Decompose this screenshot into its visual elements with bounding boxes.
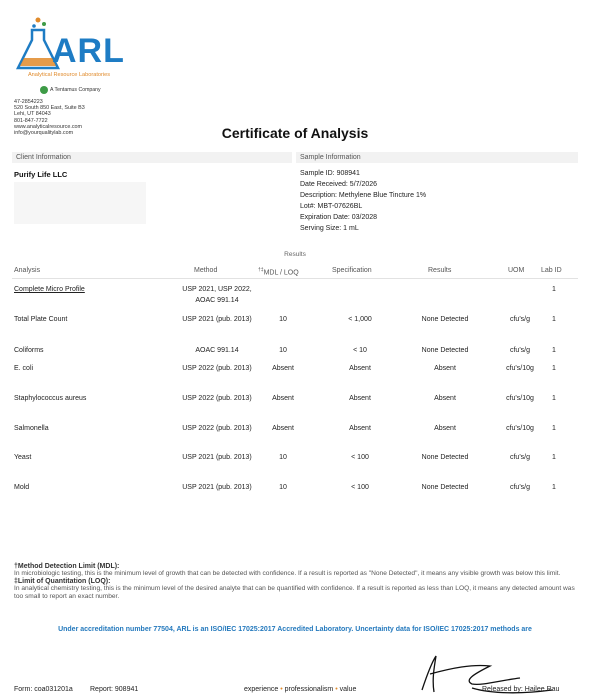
cell-analysis: Mold <box>14 484 30 491</box>
cell-mdl: Absent <box>272 365 294 372</box>
cell-mdl: 10 <box>279 347 287 354</box>
col-mdl-loq-label: MDL / LOQ <box>263 269 299 277</box>
cell-lab: 1 <box>552 347 556 354</box>
col-uom: UOM <box>508 267 525 274</box>
sample-info <box>300 170 426 236</box>
loq-note-title: ‡Limit of Quantitation (LOQ): <box>14 578 111 585</box>
cell-method: USP 2021 (pub. 2013) <box>182 454 252 461</box>
expiration-date: Expiration Date: 03/2028 <box>300 214 378 221</box>
form-number: Form: coa031201a <box>14 686 73 693</box>
cell-mdl: 10 <box>279 454 287 461</box>
cell-spec: Absent <box>349 365 371 372</box>
tagline-value: value <box>339 686 357 693</box>
sample-id: Sample ID: 908941 <box>300 170 360 177</box>
cell-spec: < 100 <box>351 454 369 461</box>
cell-lab: 1 <box>552 425 556 432</box>
address-line: 47-2854223 <box>14 99 43 105</box>
description: Description: Methylene Blue Tincture 1% <box>300 192 427 199</box>
cell-lab: 1 <box>552 484 556 491</box>
cell-result: None Detected <box>421 454 469 461</box>
address-line: 801-847-7722 <box>14 117 48 124</box>
cell-method: USP 2021 (pub. 2013) <box>182 316 252 323</box>
tagline <box>244 686 356 693</box>
logo-subtitle: Analytical Resource Laboratories <box>27 72 111 78</box>
cell-uom: cfu's/10g <box>506 395 534 402</box>
tentamus-label: A Tentamus Company <box>50 87 101 93</box>
cell-analysis: Coliforms <box>14 347 44 354</box>
date-received: Date Received: 5/7/2026 <box>300 181 378 188</box>
tagline-separator: • <box>280 686 283 693</box>
col-method: Method <box>194 267 218 274</box>
cell-spec: < 1,000 <box>348 316 372 323</box>
cell-analysis: Total Plate Count <box>14 316 68 323</box>
cell-spec: < 100 <box>351 484 369 491</box>
serving-size: Serving Size: 1 mL <box>300 225 359 232</box>
cell-lab: 1 <box>552 365 556 372</box>
cell-analysis: Yeast <box>14 454 32 461</box>
mdl-note-body: In microbiologic testing, this is the minimum level of growth that can be detected with confidence. If a result is reported as "None Detected", it means any visible growth was below this limit. <box>14 570 561 577</box>
cell-analysis: Salmonella <box>14 425 49 432</box>
address-line: 520 South 850 East, Suite B3 <box>14 105 85 112</box>
col-specification: Specification <box>332 267 372 274</box>
cell-result: None Detected <box>421 316 469 323</box>
cell-method: USP 2022 (pub. 2013) <box>182 425 252 432</box>
cell-uom: cfu's/10g <box>506 365 534 372</box>
report-number: Report: 908941 <box>90 686 139 693</box>
cell-result: Absent <box>434 425 456 432</box>
accreditation-statement: Under accreditation number 77504, ARL is an ISO/IEC 17025:2017 Accredited Laboratory. Uncertainty data for ISO/IEC 17025:2017 methods are <box>58 626 532 633</box>
cell-uom: cfu's/g <box>509 347 530 354</box>
cell-uom: cfu's/g <box>509 454 530 461</box>
cell-uom: cfu's/g <box>509 316 530 323</box>
cell-method: USP 2021 (pub. 2013) <box>182 484 252 491</box>
cell-result: Absent <box>434 365 456 372</box>
address-line: info@yourqualitylab.com <box>14 130 74 137</box>
cell-lab: 1 <box>552 395 556 402</box>
cell-result: None Detected <box>421 484 469 491</box>
cell-mdl: 10 <box>279 316 287 323</box>
cell-lab: 1 <box>552 286 556 293</box>
mdl-note-title: †Method Detection Limit (MDL): <box>14 563 120 570</box>
col-mdl-loq <box>258 267 299 276</box>
client-info-header: Client Information <box>12 152 292 163</box>
cell-uom: cfu's/10g <box>506 425 534 432</box>
address-line: Lehi, UT 84043 <box>14 111 51 118</box>
logo-text: ARL <box>52 32 125 70</box>
col-results: Results <box>428 267 452 274</box>
cell-result: Absent <box>434 395 456 402</box>
address-line: www.analyticalresource.com <box>14 123 83 130</box>
cell-mdl: 10 <box>279 484 287 491</box>
tagline-professionalism: professionalism <box>284 686 334 693</box>
cell-mdl: Absent <box>272 425 294 432</box>
cell-mdl: Absent <box>272 395 294 402</box>
cell-analysis: Staphylococcus aureus <box>14 395 87 402</box>
page-title: Certificate of Analysis <box>221 125 369 141</box>
sample-info-header: Sample Information <box>296 152 578 163</box>
cell-uom: cfu's/g <box>509 484 530 491</box>
tagline-experience: experience <box>244 686 279 693</box>
cell-method: USP 2022 (pub. 2013) <box>182 395 252 402</box>
cell-method: USP 2022 (pub. 2013) <box>182 365 252 372</box>
cell-analysis: Complete Micro Profile <box>14 286 85 293</box>
col-analysis: Analysis <box>14 267 41 274</box>
cell-lab: 1 <box>552 316 556 323</box>
tagline-separator: • <box>335 686 338 693</box>
client-name: Purify Life LLC <box>14 170 68 179</box>
cell-method: AOAC 991.14 <box>195 347 239 354</box>
cell-result: None Detected <box>421 347 469 354</box>
tentamus-logo-icon <box>40 86 48 94</box>
loq-note-body: In analytical chemistry testing, this is the minimum level of the desired analyte that can be quantified with confidence. If a result is reported as less than LOQ, it means any detected amount was too small to report an exact number. <box>14 585 575 600</box>
released-by: Released by: Hailee Rau <box>482 686 560 693</box>
cell-spec: Absent <box>349 425 371 432</box>
cell-method: USP 2021, USP 2022, AOAC 991.14 <box>182 286 252 304</box>
mdl-loq-marks: †‡ <box>258 267 264 273</box>
cell-spec: Absent <box>349 395 371 402</box>
results-label: Results <box>284 251 306 258</box>
col-lab-id: Lab ID <box>541 267 562 274</box>
cell-spec: < 10 <box>353 347 367 354</box>
cell-lab: 1 <box>552 454 556 461</box>
lot-number: Lot#: MBT-07626BL <box>300 203 363 210</box>
table-divider <box>12 278 578 279</box>
notes <box>14 563 576 601</box>
cell-analysis: E. coli <box>14 365 34 372</box>
redacted-address <box>14 182 146 224</box>
